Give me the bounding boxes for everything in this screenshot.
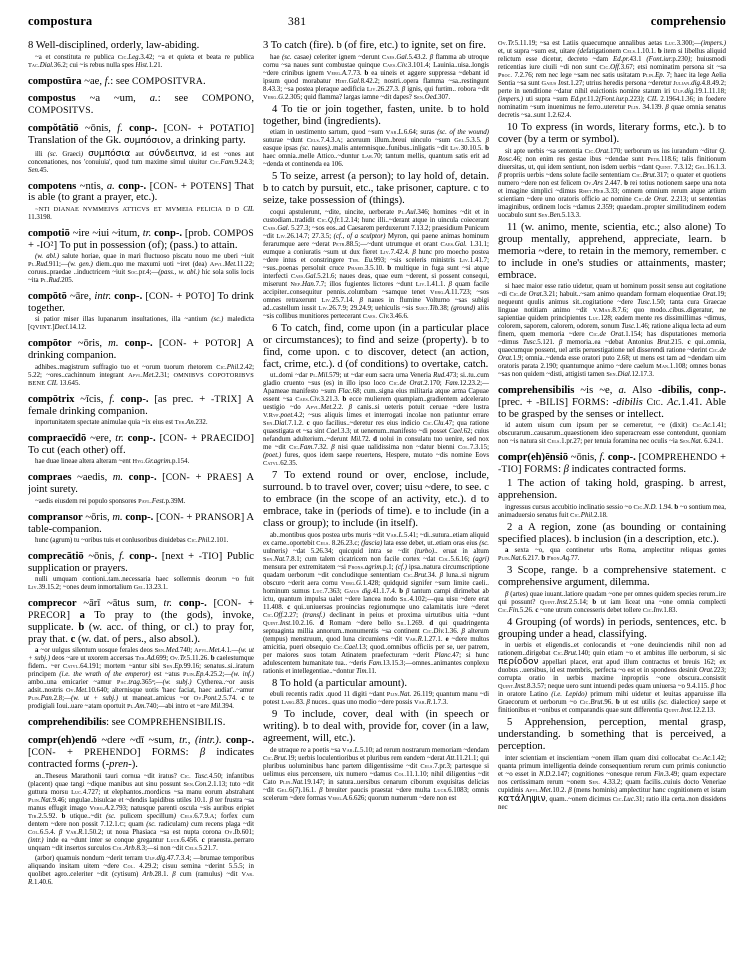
entry-citations: inportunitatem spectate animulae quia ~ix eius est Ter.An.232.: [35, 419, 208, 427]
sense-11-text: 11 (w. animo, mente, scientia, etc.; also alone) To group mentally, apprehend, appreciate, learn. b memoria ~dere, to retain in the memory, remember. c to include in one's studies or attainments, master; embrace.: [498, 221, 726, 281]
sense-1-citations: an..Theseus Marathonii tauri cornua ~dit iratus? Cic. Tusc.4.50; infantibus (placent) quae tangi ~dique manibus aut sinu possunt Sen.Con.2.1.13; tuto ~dit guttura morsu Luc.4.727; ut elephantos..mordicus ~sa manu eorum abstrahant Plin.Nat.9.46; ungulae..bisulcae et ~dendis lapidibus utiles 10.1. β ter frustra ~sa manus effugit imago Verg.A.2.793; natusque parenti oscula ~sis auribus eripiet Tib.2.5.92. b utique..~dit (sc. pulicem specillum) Cels.6.7.9.A; forfex cum dentem ~dere non possit 7.12.1.C; quam (sc. radiculam) cum recens plaga ~dit Col.6.5.4. β Var.R.1.50.2; ut noua Phasiaca ~sa est nupta corona Ov.Ib.601; (intr.) inde ea ~dunt inter se conque gregantur Lucr.6.456. c praeusta..perraro unquam ~dit insertos surculos Col.Arb.8.3;—si non ~dit Cels.5.21.7.: [28, 773, 254, 853]
sense-5-text: 5 Apprehension, perception, mental grasp, understanding. b something that is perceived, a perception.: [498, 717, 726, 753]
entry-comprehendo: [28, 735, 254, 887]
sense-5-citations: coqui apstulerunt, ~dite, uincite, uerberate Pl.Aul.346; homines ~dit et in custodiam..tradidit Cic.Q.fr.1.2.14; hunc illi..~derant atque in uincula coiecerant Caes.Gal. 5.27.3; ~sos eos..ad Caesarem perduxerunt 7.13.2; praesidium Punicum ~dit Liv.26.14.7; 27.3.5; (cf., of a sculptor) Myron, qui paene animas hominum ferarumque aere ~derat Petr.88.5;—~dunt utrumque et orant Caes.Gal. 1.31.1; eumque a coniuratis ~sum ut dux fieret Liv.7.42.4. β hunc pro moecho postea ~dere intus et constringere Ter. Eu.993; ~sis sceleris ministris Liv.1.41.7; ~sus..poenas persoluit cruce Phaed.3.5.10. b multique in fuga sunt ~si atque interfecti Caes.Gal.5.21.6; naues deas, quae eum ~derent, si possent consequi, miserunt Nep.Han.7.7; illos fugientes lictores ~dunt Liv.1.41.1. β quam facile accipiter..consequitur pennis..columbam ~samque tenet Verg.A.11.723; ~sos omnes retraxerunt Liv.25.7.14. β naues in flumine Volturno ~sas subigi ad..castellum iussit Liv.26.7.9; 29.24.9; uehiculis ~sis Suet.Tib.38; (ground) aliis ~sis collibus munitiores pertecerant Caes. Civ.3.46.6.: [263, 208, 489, 320]
entry-compotio: [28, 228, 254, 285]
entry-compransor: [28, 512, 254, 545]
entry-headline: compr(eh)endō ~dere ~dī ~sum, tr., (intr.). conp-. [CON- + PREHENDO] FORMS: β indicates contracted forms (-pren-).: [28, 735, 254, 771]
sense-10-text: 10 To express (in words, literary forms, etc.). b to cover (by a term or symbol).: [498, 122, 726, 145]
sense-9-citations-continued: Ov.Tr.5.11.19; ~sa est Latiis quaecumque annalibus aetas Luc.3.300;—(impers.) et, ut supra ~sum est, uitare (defatigationem Cels.1.10.1. b item si libellus aliquid relictum esse dicetur, decreto ~dam Ed.pr.43.1 (Font.iur.p.230); huiusmodi reticentias iure ciuili ~di non sunt Cic.Off.3.67; etsi nominatim persona sit ~sa Proc. 7.2.76; rem nec lege ~sam nec satis usitatam Plin.Ep. 7; haec ita lege Aelia Sentia ~sa sunt Gaius Inst.1.27; utrius heredis persona ~deretur Julian.dig.4.8.49.2; perte in uenditione ~datur nihil euictionis nomine statum iri Ulp.dig.19.1.11.18; (impers.) uti supra ~sum Ed.pr.11.2(Font.iur.p.223); CIL 2.1964.1.36; in foedere nominatim ~sum inuenimus ne ferro..uteretur Plin. 34.139. β quae omnia senatus decretis ~sa..sunt 1.2.62.4.: [498, 40, 726, 119]
entry-citations: (w. abl.) salute horiae, quae in mari fluctuoso piscatu nouo me uberi ~iuit Pl.Rud.911;—(w. gen.) diem..quo me maxumi uoti ~iret (dea) Apvl.Met.11.22; coruus..praedae ..inductricem ~iuit Soc.pr.4;—(pass., w. abl.) hic sola solis locis ~ita Pl.Rud.205.: [28, 253, 254, 285]
sense-5-citations: inter scientiam et inscientiam ~onem illam quam dixi collocabat Cic.Ac.1.42; quanta primum intelligentia deinde consequentium rerum cum primis coniunctio et ~o esset in N.D.2.147; cognitiones ~onesque rerum Fin.3.49; quam expectare nos certissimam rerum ~onem Sen. 4.33.2; quam facilis..cuiuis docto Veneriae cupidinis Apvl.Met.10.2. β (mens hominis) amplectitur hanc cognitionem et istam κατάληψιν, quam..~onem dicimus Cic.Luc.31; ratio illa certa..non dissidens nec: [498, 754, 726, 811]
running-head-left: compostura: [28, 14, 93, 28]
sense-4-citations: in uerbis et eligendis..et conlocandis et ~one deuinciendis nihil non ad rationem..dirigebat Cic.Brut.140; quin etiam ~o et ambitus ille uerborum, si sic περίοδον appellari placet, erat apud illum contractus et breuis 162; ex duobus ..uersibus, id est membris, perfecta ~o est et in spondeos desinit Orat.223; corrupta oratio in uerbis maxime inpropriis ~one obscura..consistit Quint.Inst.8.3.57; neque uero sunt intuendi pedes quam uniuersa ~o 9.4.115. β hoc in oratore Latino (i.e. Lepido) primum mihi uidetur et leuitas apparuisse illa Graecorum et uerborum ~o Cic.Brut.96. b ut est utilis (sc. dialectice) saepe et finitionibus et ~onibus et comparandis quae sunt differentia Quint.Inst.12.2.13.: [498, 642, 726, 715]
entry-comprecatio: [28, 551, 254, 592]
sense-2-citations: a sexta ~o, qua continetur urbs Roma, amplectitur reliquas gentes Plin.Nat.6.217. b Fron.Aq.77.: [498, 547, 726, 563]
column-3: [498, 40, 726, 960]
entry-headline: compotiō ~ire ~iui ~itum, tr. conp-. [prob. COMPOS + -IO²] To put in possession (of); (pass.) to attain.: [28, 227, 254, 251]
entry-citations: adhibes..magistrum suffragio tuo et ~orum tuorum rhetorem Cic.Phil.2.42; 5.22; ~ores..cachinnum integrant Apvl.Met.2.31; OMNIBVS COPOTORIBVS BENE CIL 13.645.: [28, 363, 254, 387]
entry-headline: compōtrix ~īcis, f. conp-. [as prec. + -TRIX] A female drinking companion.: [28, 393, 254, 417]
sense-3-citations: hae (sc. casae) celeriter ignem ~derunt Caes.Gal.5.43.2. β flamma ab utroque cornu ~sa naues sunt combustae quinque Caes.Civ.3.101.4; Lauinia..uisa..longis ~dere crinibus ignem Verg.A.7.73. b ea uineis et aggere suppressa ~debant id ipsum quod morabatur Hirt.Gal.8.42.2; nostri..opera flamma ~sa..restingunt 8.43.3; ~sa postea pleraque aedificia Liv.26.27.3. β ignis, qui furtim.. robora ~dit Verg.G.2.305; quid flamma? largas iamne ~dit dapes? Sen.Oed.307.: [263, 53, 489, 101]
entry-compotor: [28, 338, 254, 387]
entry-headline: compransor ~ōris, m. conp-. [CON- + PRANSOR] A table-companion.: [28, 511, 254, 535]
columns-container: [28, 40, 726, 960]
sense-10-citations: sit apte uerbis ~sa sententia Cic.Orat.170; uerborum us ius iurandum ~ditur Q. Rosc.46; non enim res gestae ibus ~dendae sunt Petr.118.6; talis finitionum diuersitas, ut, qui idem sentiunt, non isdem uerbis ~dant Quint. 7.3.12; Gel.16.1.3. β propriis uerbis ~dens solute facile sententiam Cic.Brut.317; o quater et quotiens numero ~dere non est felicem Ov.Ars 2.447. b rei totius notionem saepe una nota et imagine simplici ~dimus Rhet.Her.3.33; omnem omnium rerum atque artium scientiam ~dere uno oratoris officio ac nomine Cic.de Orat. 2.213; ut sententias imaginibus, ordinem locis ~damus 2.359; quaedam..propter similitudinem eodem uocabulo sunt Sen.Ben.5.13.3.: [498, 147, 726, 219]
sense-2-citations: (arbor) quamuis nondum ~derit terram Ulp.dig.47.7.3.4; —brumae temporibus aliquando insitam uitem ~dere Col. 4.29.2; cisuu semina ~derint 5.5.5; in quolibet agro..celeriter ~dit (cytisum) Arb.28.1. β cum (ramulus) ~dit Var. R.1.40.6.: [28, 855, 254, 887]
entry-compotrix: [28, 394, 254, 427]
entry-citations: a ~or uulgus silentum uosque ferales deos Sen.Med.740; Apvl.Met.4.1.—(w. ut + subj.) deos ~are ut uxorem accersas Ter.Ad.699; Ov.Tr.5.11.26. b caelestumque fidem.. ~er Catvl.64.191; mortem ~antur sibi Sen.Ep.99.16; senatus..si..iratum principem (i.e. the wrath of the emperor) est ~atus Plin.Ep.4.25.2;—(w. inf.) ambo..una emicarier ~amur Pac.trag.365ᵃ;—(w. subj.) Cytherea..~or ausis adsit..nostris Ov.Met.10.640; alternisque uotis 'haec faciat, haec audiat'..~amur Plin.Pan.2.8;—(w. ut + subj.) ut maneat..amicus ~or Ov.Pont.2.5.74. c te prodigiali Ioui..uare ~atam oportuit Pl.Am.740;—abi intro et ~are Mil.394.: [28, 647, 254, 711]
entry-headline: comprecātiō ~ōnis, f. conp-. [next + -TIO] Public supplication or prayers.: [28, 551, 254, 574]
running-head: [28, 14, 726, 36]
sense-5-text: 5 To seize, arrest (a person); to lay hold of, detain. b to catch by pursuit, etc., take prisoner, capture. c to seize, take possession of (things).: [263, 171, 489, 206]
entry-headline: comprecor ~ārī ~ātus sum, tr. conp-. [CON- + PRECOR] a To pray to (the gods), invoke, supplicate. b (w. acc. of thing, or cl.) to pray for, pray that. c (w. dat. of pers., also absol.).: [28, 598, 254, 646]
column-1: [28, 40, 254, 960]
page-folio-number: 381: [288, 16, 307, 28]
sense-1-citations: ingressus cursus accubitio inclinatio sessio ~o Cic.N.D. 1.94. b ~o sontium mea, animaduersio senatus fuit Cic.Phil.2.18.: [498, 503, 726, 519]
entry-citations: hae duae lineae altera alteram ~ent Hyg.Gr.agrim.p.154.: [35, 458, 190, 466]
entry-compraes: [28, 472, 254, 505]
entry-headline: compr(eh)ēnsiō ~ōnis, f. conp-. [COMPREHENDO + -TIO] FORMS: β indicates contracted forms.: [498, 452, 726, 476]
sense-4-text: 4 To tie or join together, fasten, unite. b to hold together, bind (ingredients).: [263, 103, 489, 127]
sense-3-text: 3 To catch (fire). b (of fire, etc.) to ignite, set on fire.: [263, 40, 486, 51]
column-2: [263, 40, 489, 960]
entry-comprecor: [28, 598, 254, 711]
entry-headline: compotens ~ntis, a. conp-. [CON- + POTENS] That is able (to grant a prayer, etc.).: [28, 180, 254, 204]
sense-3-citations: β (artes) quae iuuant..latiore quadam ~one per omnes quidem species rerum..ire qui possunt? Quint.Inst.2.5.14; b ut iam liceat una ~one omnia complecti Cic.Fin.5.26. c ~one utrum concesseris debet tollere Cic.Inv.1.83.: [498, 590, 726, 614]
entry-headline: compōtor ~ōris, m. conp-. [CON- + POTOR] A drinking companion.: [28, 338, 254, 362]
sense-8-citations: ~a et constituta re publica Cic.Leg.3.42; ~a et quieta et beata re publica Tac.Dial.36.2; cui ~is rebus nulla spes Hist.1.21.: [28, 53, 254, 69]
sense-11-citations: si haec maior esse ratio uidetur, quam ut hominum possit sensu aut cogitatione ~di Cic.de Orat.3.21; habuit..~sam animo quandam formam eloquentiae Orat.19; nequeunt quulis animus sit..cogitatione ~dere Tusc.1.50; tanta cura Graecae linguae notitiam animo ~dit V.Max.8.7.6; quo modo..cibus..digeratur, ne sapientiae quidem principientes Luc.128; eadem mente res dissimillimas ~dimus, colorem, saporem, calorem, odorem, sonum Tusc.1.46; ratione aliqua lecta ad eum finem, quem memoria ~dere Cic.de Orat.1.154; has disputationes memoria ~dimus Tusc.5.121. β memoria..ea ~debat Antonius Brut.215. c qui..omnia, quaecumque possent, uel artis peruestigatione uel disserendi ratione ~derint Cic.de Orat.1.9; omnia..~denda esse oratori puto 2.68; ut mens est tam ad ~dendam uim oratoris parata 2.190; quantumque animo ~dere caelum Man.1.108; omnes bonas ~sas non quidem ~disti, attigisti tamen Sen.Dial.12.17.3.: [498, 283, 726, 378]
sense-4-citations: etiam in uestimento sartum, quod ~sum Var.L.6.64; suras (sc. of the wound) suturae ~dunt Cels.7.4.3.A; aceruum illum..breui uinculo ~sum Gel.5.3.5. β easque ipsas (sc. naues)..malis antemnisque..funibus..inligatis ~dit Liv.30.10.5. b haec omnia..melle Attico..~duntur Lar.70; tantum mellis, quantum satis erit ad ~denda et continenda ea 106.: [263, 129, 489, 168]
entry-headline: compraes ~aedis, m. conp-. [CON- + PRAES] A joint surety.: [28, 472, 254, 496]
running-head-right: comprehensio: [650, 14, 726, 28]
entry-headline: compostus ~a ~um, a.: see COMPONO, COMPOSITVS.: [28, 93, 254, 117]
sense-7-text: 7 To extend round or over, enclose, include, surround. b to travel over, cover; uisu ~dere, to see. c to embrace (in the scope of an activity, etc.). d to embrace, take in (periods of time). e to include (in a class or group); to include (in itself).: [263, 470, 489, 529]
entry-headline: comprehensibilis ~is ~e, a. Also -dibilis, conp-. [prec. + -BILIS] FORMS: -dibilis Cic. Ac.1.41. Able to be grasped by the senses or intellect.: [498, 385, 726, 420]
entry-citations: ~NTI DIANAE NVMMEIVS ATTICVS ET MVMEIA FELICIA D D CIL 11.3198.: [28, 205, 254, 221]
sense-4-text: 4 Grouping (of words) in periods, sentences, etc. b grouping under a head, classifying.: [498, 616, 726, 640]
sense-9-text: 9 To include, cover, deal with (in speech or writing). b to deal with, provide for, cover (in a law, agreement, will, etc.).: [263, 709, 489, 744]
entry-citations: ~aedis eiusdem rei populo sponsores Pavl.Fest.p.39M.: [35, 497, 186, 505]
sense-2-text: 2 a A region, zone (as bounding or containing specified places). b inclusion (in a description, etc.).: [498, 521, 726, 545]
entry-compoto: [28, 291, 254, 332]
cross-reference-comprehendibilis: comprehendibilis: see COMPREHENSIBILIS.: [28, 717, 226, 729]
sense-8-text: 8 To hold (a particular amount).: [272, 677, 407, 689]
entry-headline: compŏtātiō ~ōnis, f. conp-. [CON- + POTATIO] Translation of the Gk. συμπόσιον, a drinking party.: [28, 123, 254, 147]
sense-9-citations: de utraque re a poetis ~sa Var.L.5.10; ad rerum nostrarum memoriam ~dendam Cic.Brut.19; uerbis loculentioribus et pluribus rem eandem ~derat Att.11.21.1; qui pluribus uoluminibus hanc partem diligentissime ~dit Cels.7.pr.3; partesque si uelimus eius percensere, uix numero ~damus Col.11.1.10; nihil diligentius ~dit Cato Plin.Nat.19.147; in satura..uersibus cenarum ciborum exquisitas delicias ~dit Gel.6(7).16.1. β breuiter paucis praestat ~dere multa Lucr.6.1083; omnis scelerum ~dere formas Verg.A.6.626; quorum numerum ~dere non est: [263, 746, 489, 802]
entry-compraecido: [28, 433, 254, 466]
entry-headline: compostūra ~ae, f.: see COMPOSITVRA.: [28, 75, 206, 87]
entry-citations: illi (sc. Graeci) συμπόσια aut σύνδειπνα, id est ~ones aut concenationes, nos 'conuiuia', quod tum maxime simul uiuitur Cic.Fam.9.24.3; Sen.45.: [28, 148, 254, 174]
entry-citations: nulli umquam contioni..tam..necessaria haec sollemnis deorum ~o fuit Liv.39.15.2; ~ones deum inmortalium Gel.13.23.1.: [28, 576, 254, 592]
entry-comprehensibilis: [498, 385, 726, 446]
entry-citations: hunc (agrum) tu ~oribus tuis et conlusoribus diuidebas Cic.Phil.2.101.: [35, 537, 229, 545]
entry-citations: si patior miser illas lupanarum insultationes, illa ~antium (sc.) maledicta [QVINT.]Decl.14.12.: [28, 316, 254, 332]
sense-8-citations: ebuli recentis radix .quod 11 digiti ~dant Plin.Nat. 26.119; quantum manu ~di potest Larg.83. β nuces.. quas uno modio ~dere possis Var.R.1.7.3.: [263, 691, 489, 706]
sense-7-citations: ab..montibus quos postea urbs muris ~dit Var.L.5.41; ~di..sutura..etiam aliquid ex carne..oportebit Cels. 8.26.23.c; (fascia) lata esse debet, ut..etiam oras eius (sc. uulneris) ~dat 5.26.34; quicquid intra se ~dit (turbo).. eruat in altum Sen.Nat.7.8.1; cum talem cicatricem non facile cortex ~dat Col.5.6.16; (agri) mensura per extremitatem ~si Frons.agrim.p.1; (cf.) ipsa..natura circumscriptione quadam uerborum ~dit concluditque sententiam Cic.Brut.34. β luna..si nigrum obscuro ~derit aera cornu Verg.G.1.428; quidquid signifer ~sum limite caeli.. hominum sumus Luc.7.363; Gaius dig.41.1.7.4. b β tantum campi dirimebat ab ictu, quantum impulsa ualet ~dere lancea nodo Sil.4.102;—qua uisu ~dere erat 11.408. c qui..uniuersas prouincias regionumque uno calamitatis iure ~deret Cic.Off.2.27; (transf.) declinant in peius et proxima uirtutibus uitia ~dunt Quint.Inst.10.2.16. d Romam ~dere bello Sil.1.269. d qui quadringenta septuaginta millia annorum..monumentis ~sa continent Cic.Div.1.36. β alterum (tempus) menstruum, quod luna circumiens ~dit Var.R.1.27.1. e ~dere multos amicitia, pueri obsequio Cic.Cael.13; quod..omnibus officiis per se, uer patrem, per maiores suos totam Atinatem praefecturam ~derit Planc.47; si hunc adulescentem humanitate tua.. ~deris Fam.13.15.3;—omnes..animantes conplexu rationis et intellegentiae..~dontur Tim.11.: [263, 531, 489, 675]
entry-citations: id autem uisum cum ipsum per se cerneretur, ~e (dixit) Cic.Ac.1.41; obscurarum..causarum..quaestionem ideo superacream esse contendunt, quoniam non ~is natura sit Cels.1.pr.27; per tenuia foramina nec oculis ~ia Sen.Nat. 6.24.1.: [498, 422, 726, 446]
entry-headline: compōtō ~āre, intr. conp-. [CON- + POTO] To drink together.: [28, 291, 254, 315]
sense-8-text: 8 Well-disciplined, orderly, law-abiding.: [28, 40, 200, 51]
sense-1-text: 1 The action of taking hold, grasping. b arrest, apprehension.: [498, 478, 726, 502]
entry-compostus: [28, 93, 254, 117]
sense-6-citations: ut..domi ~dar Pl.Mil.579; ut ~dar eum sacra urna Veneria Rud.473; si..tu..cum gladio cruento ~sus (es) in illo ipso loco Cic.de Orat.2.170; Fam.12.23.2;—Apameae manifesto ~sum Flac.68; cum..signa eius militaria atque arma Capuae essent ~sa Caes.Civ.3.21.3. b ecce mulierem quampiam..gradientem adcelerato uestigio ~do Apvl.Met.2.2. β canis..si ueteris potuit ceruae ~dere lustra V.Rvf.poet.4.2; ~sus aliquis limes et interrogati incolae non patiuntur errare Sen.Dial.7.1.2. c quo facilius..~deretur res eius indicio Cic.Clu.47; qua ratione quaestigata et ~sa sint Cael.3.3; ut uenenum..manifesto ~di posset Cael.62; cuius nefandum adulterium..~derunt Mil.72. d uolui in consulatu tuo uenire, sed nox me ~dit Cic.Fam.7.32. β nisi quae ualidissima non ~datur bienni Col.7.3.15; (poet.) fures, quos idem saepe reuertens, Hespere, mutato ~dis nomine Eovs Catvl.62.35.: [263, 372, 489, 467]
sense-6-text: 6 To catch, find, come upon (in a particular place or circumstances); to find and seize (property). b to find, come upon. c to discover, detect (an action, fact, crime, etc.). d (of conditions) to overtake, catch.: [263, 322, 489, 370]
entry-headline: compraecīdō ~ere, tr. conp-. [CON- + PRAECIDO] To cut (each other) off.: [28, 433, 254, 456]
entry-comprehensio: [498, 452, 726, 811]
entry-compostura: [28, 76, 254, 88]
sense-3-text: 3 Scope, range. b a comprehensive statement. c comprehensive argument, dilemma.: [498, 565, 726, 589]
entry-compotatio: [28, 123, 254, 174]
entry-compotens: [28, 181, 254, 222]
